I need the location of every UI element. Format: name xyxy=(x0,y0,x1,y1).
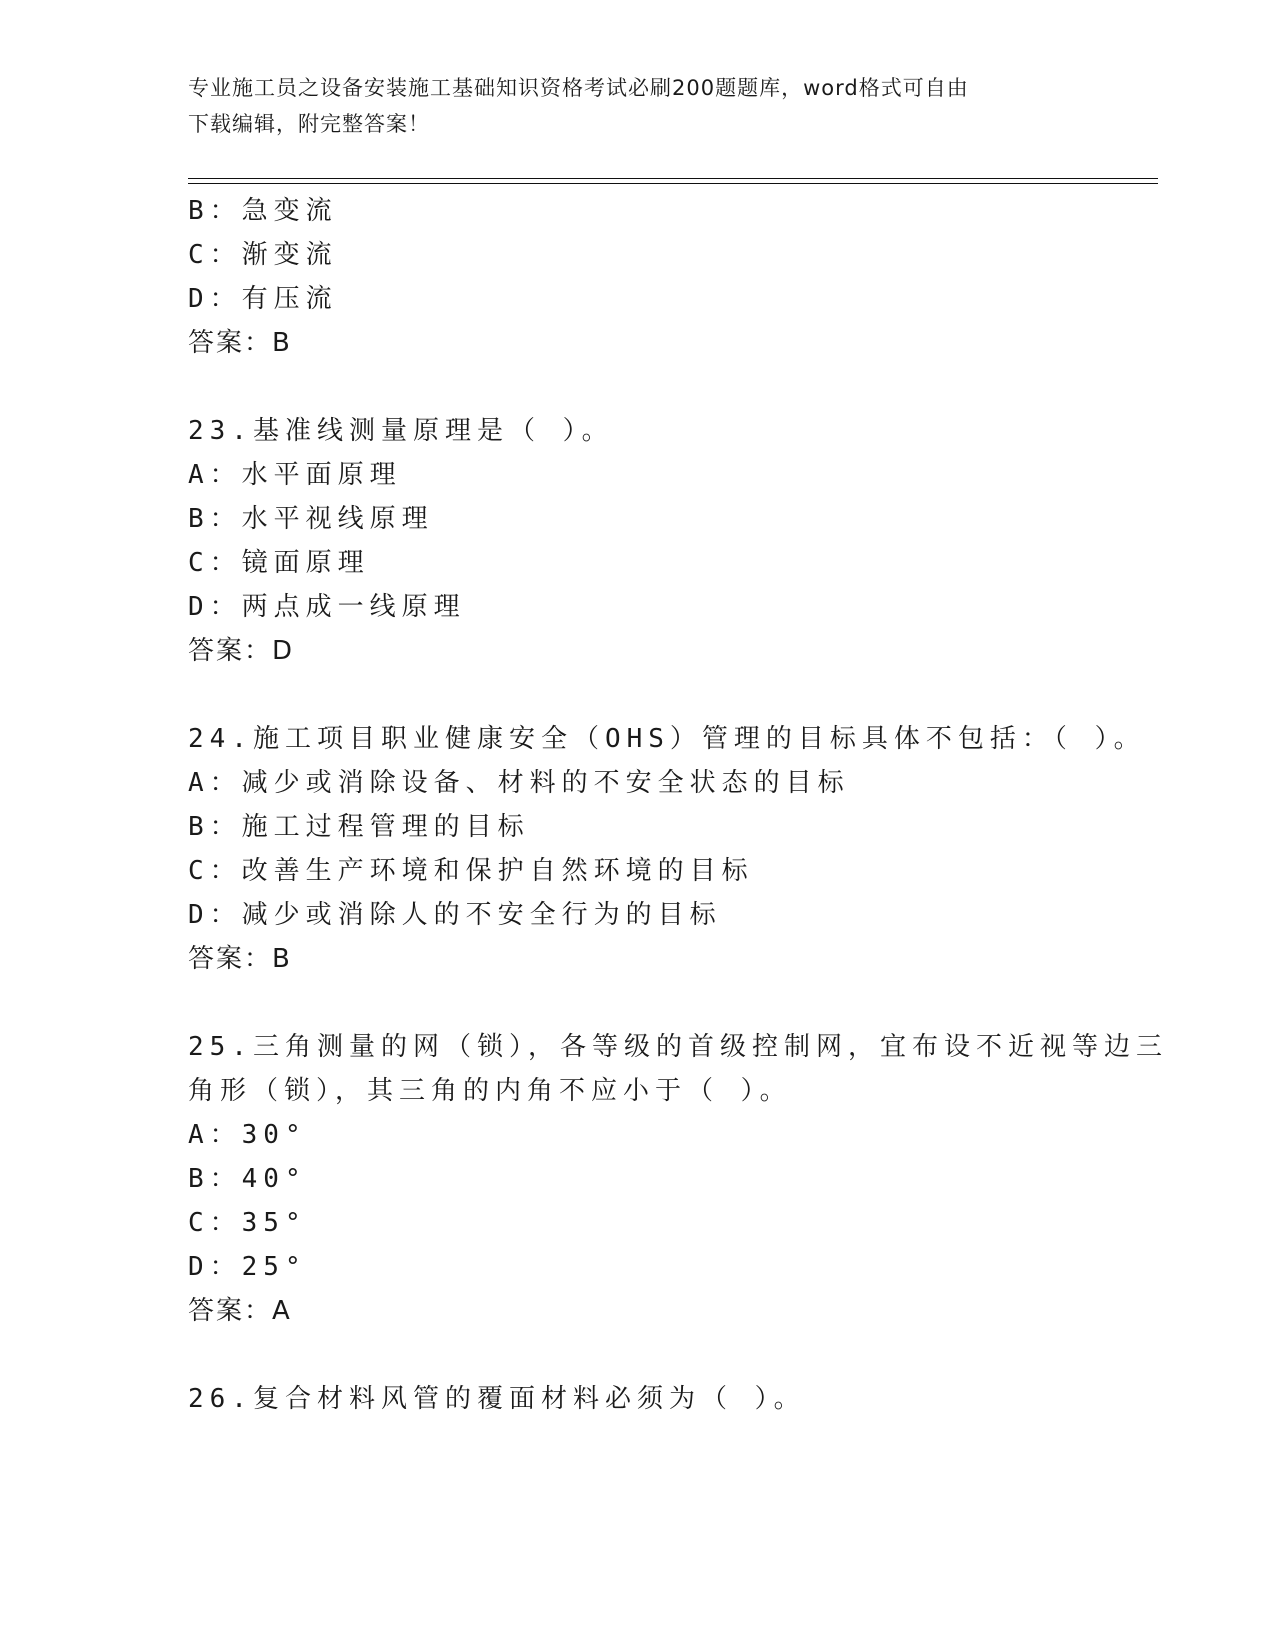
document-header xyxy=(188,70,1088,142)
q24-option-d: D：减少或消除人的不安全行为的目标 xyxy=(188,900,722,930)
q25-option-b: B：40° xyxy=(188,1164,307,1194)
q25-answer: 答案：A xyxy=(188,1296,292,1326)
q25-option-c: C：35° xyxy=(188,1208,307,1238)
q25-option-d: D：25° xyxy=(188,1252,307,1282)
q23-option-b: B：水平视线原理 xyxy=(188,504,434,534)
header-line-2: 下载编辑，附完整答案！ xyxy=(188,112,430,136)
q24-option-c: C：改善生产环境和保护自然环境的目标 xyxy=(188,856,754,886)
q25-question-line-2: 角形（锁），其三角的内角不应小于（ ）。 xyxy=(188,1076,792,1106)
header-line-1: 专业施工员之设备安装施工基础知识资格考试必刷200题题库，word格式可自由 xyxy=(188,76,969,100)
q23-option-d: D：两点成一线原理 xyxy=(188,592,466,622)
q24-option-b: B：施工过程管理的目标 xyxy=(188,812,530,842)
q24-question: 24.施工项目职业健康安全（OHS）管理的目标具体不包括：（ ）。 xyxy=(188,724,1146,754)
q23-option-a: A：水平面原理 xyxy=(188,460,402,490)
q25-question-line-1: 25.三角测量的网（锁），各等级的首级控制网，宜布设不近视等边三 xyxy=(188,1032,1168,1062)
q22-option-b: B：急变流 xyxy=(188,196,338,226)
q22-answer: 答案：B xyxy=(188,328,292,358)
q23-question: 23.基准线测量原理是（ ）。 xyxy=(188,416,614,446)
q23-option-c: C：镜面原理 xyxy=(188,548,370,578)
q25-option-a: A：30° xyxy=(188,1120,307,1150)
q22-option-d: D：有压流 xyxy=(188,284,338,314)
header-rule-bottom xyxy=(188,183,1158,184)
header-rule-top xyxy=(188,178,1158,179)
q24-answer: 答案：B xyxy=(188,944,292,974)
q26-question: 26.复合材料风管的覆面材料必须为（ ）。 xyxy=(188,1384,806,1414)
q22-option-c: C：渐变流 xyxy=(188,240,338,270)
q23-answer: 答案：D xyxy=(188,636,295,666)
q24-option-a: A：减少或消除设备、材料的不安全状态的目标 xyxy=(188,768,850,798)
